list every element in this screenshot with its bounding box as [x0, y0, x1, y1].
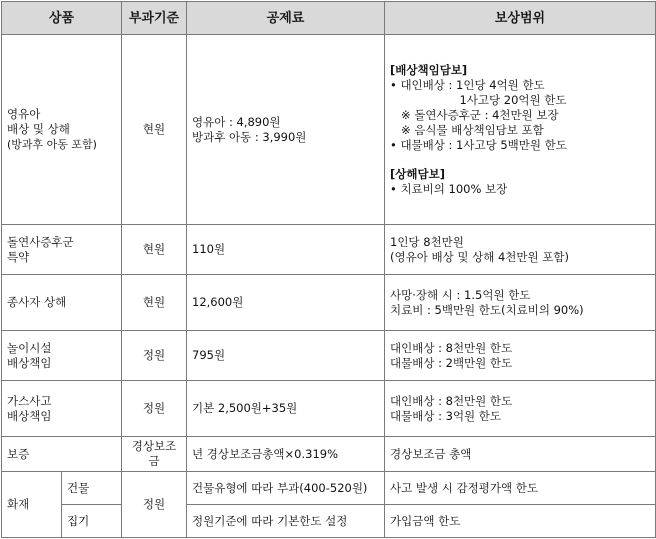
coverage-cell: 경상보조금 총액 [385, 437, 656, 472]
product-cell: 보증 [2, 437, 122, 472]
table-row [2, 505, 656, 538]
premium-cell: 년 경상보조금총액×0.319% [187, 437, 385, 472]
coverage-cell: 사망·장해 시 : 1.5억원 한도 치료비 : 5백만원 한도(치료비의 90%) [385, 275, 656, 331]
basis-cell: 정원 [122, 472, 187, 538]
coverage-cell [385, 35, 656, 225]
basis-cell: 정원 [122, 381, 187, 437]
header-basis: 부과기준 [122, 2, 187, 35]
basis-cell: 정원 [122, 331, 187, 381]
product-cell: 가스사고 배상책임 [2, 381, 122, 437]
header-row [2, 2, 656, 35]
premium-cell: 795원 [187, 331, 385, 381]
premium-cell: 12,600원 [187, 275, 385, 331]
table-row [2, 331, 656, 381]
product-cell: 놀이시설 배상책임 [2, 331, 122, 381]
basis-cell: 현원 [122, 225, 187, 275]
coverage-cell: 대인배상 : 8천만원 한도 대물배상 : 2백만원 한도 [385, 331, 656, 381]
header-coverage: 보상범위 [385, 2, 656, 35]
product-cell: 종사자 상해 [2, 275, 122, 331]
premium-cell: 110원 [187, 225, 385, 275]
table-row [2, 275, 656, 331]
insurance-table [1, 1, 656, 538]
table-row [2, 472, 656, 505]
table-row [2, 381, 656, 437]
header-product: 상품 [2, 2, 122, 35]
coverage-cell: 사고 발생 시 감정평가액 한도 [385, 472, 656, 505]
header-premium: 공제료 [187, 2, 385, 35]
basis-cell: 경상보조금 [122, 437, 187, 472]
premium-cell: 정원기준에 따라 기본한도 설정 [187, 505, 385, 538]
coverage-cell: 1인당 8천만원 (영유아 배상 및 상해 4천만원 포함) [385, 225, 656, 275]
product-cell [2, 35, 122, 225]
coverage-cell: 가입금액 한도 [385, 505, 656, 538]
basis-cell: 현원 [122, 275, 187, 331]
premium-cell: 기본 2,500원+35원 [187, 381, 385, 437]
product-subcell: 건물 [62, 472, 122, 505]
basis-cell: 현원 [122, 35, 187, 225]
premium-cell: 영유아 : 4,890원 방과후 아동 : 3,990원 [187, 35, 385, 225]
table-row [2, 437, 656, 472]
product-cell: 화재 [2, 472, 62, 538]
coverage-section-title: [상해담보] [390, 166, 445, 181]
coverage-lines: • 대인배상 : 1인당 4억원 한도 1사고당 20억원 한도 ※ 돌연사증후군 : 4천만원 보장 ※ 음식물 배상책임담보 포함 • 대물배상 : 1사고당 5백만원 한도 [390, 77, 567, 152]
coverage-lines: • 치료비의 100% 보장 [390, 181, 508, 196]
product-note: (방과후 아동 포함) [7, 138, 97, 151]
product-name: 영유아 배상 및 상해 [7, 107, 70, 136]
coverage-cell: 대인배상 : 8천만원 한도 대물배상 : 3억원 한도 [385, 381, 656, 437]
coverage-section-title: [배상책임담보] [390, 62, 468, 77]
table-row [2, 225, 656, 275]
product-cell: 돌연사증후군 특약 [2, 225, 122, 275]
table-row [2, 35, 656, 225]
premium-cell: 건물유형에 따라 부과(400-520원) [187, 472, 385, 505]
product-subcell: 집기 [62, 505, 122, 538]
